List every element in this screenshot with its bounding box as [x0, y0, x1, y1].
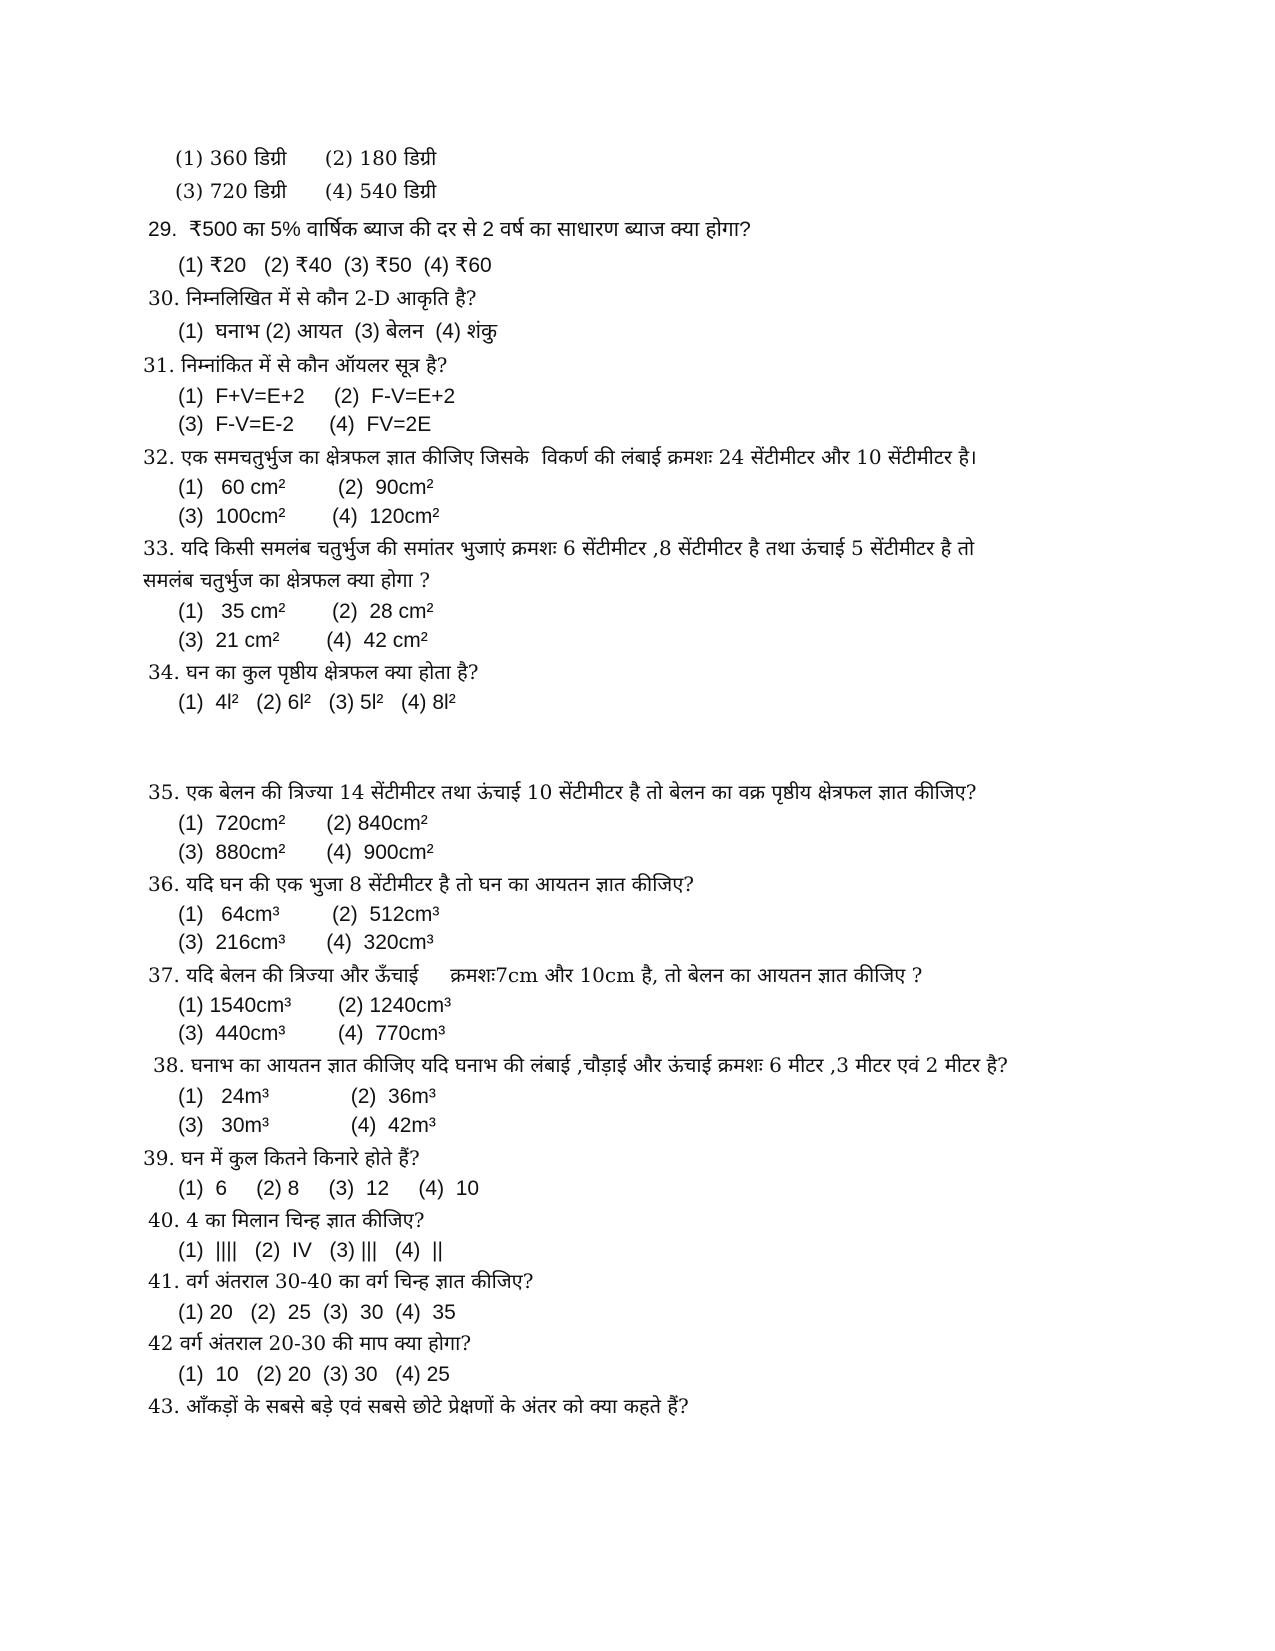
question-32-options-row-2: (3) 100cm² (4) 120cm² — [178, 505, 440, 528]
question-37-options-row-1: (1) 1540cm³ (2) 1240cm³ — [178, 994, 452, 1017]
question-39: 39. घन में कुल कितने किनारे होते हैं? — [143, 1146, 420, 1170]
question-39-options: (1) 6 (2) 8 (3) 12 (4) 10 — [178, 1177, 480, 1200]
question-33-line-1: 33. यदि किसी समलंब चतुर्भुज की समांतर भुजाएं क्रमशः 6 सेंटीमीटर ,8 सेंटीमीटर है तथा ऊंचाई 5 सेंटीमीटर है तो — [143, 536, 975, 560]
question-29: 29. ₹500 का 5% वार्षिक ब्याज की दर से 2 वर्ष का साधारण ब्याज क्या होगा? — [148, 218, 751, 241]
question-30: 30. निम्नलिखित में से कौन 2-D आकृति है? — [148, 286, 477, 310]
question-41-options: (1) 20 (2) 25 (3) 30 (4) 35 — [178, 1301, 456, 1324]
question-42: 42 वर्ग अंतराल 20-30 की माप क्या होगा? — [148, 1331, 472, 1355]
question-43: 43. आँकड़ों के सबसे बड़े एवं सबसे छोटे प्रेक्षणों के अंतर को क्या कहते हैं? — [148, 1394, 689, 1418]
question-41: 41. वर्ग अंतराल 30-40 का वर्ग चिन्ह ज्ञात कीजिए? — [148, 1269, 534, 1293]
question-35: 35. एक बेलन की त्रिज्या 14 सेंटीमीटर तथा ऊंचाई 10 सेंटीमीटर है तो बेलन का वक्र पृष्ठीय क्षेत्रफल ज्ञात कीजिए? — [148, 780, 977, 804]
question-33-options-row-2: (3) 21 cm² (4) 42 cm² — [178, 629, 428, 652]
question-31: 31. निम्नांकित में से कौन ऑयलर सूत्र है? — [143, 353, 448, 377]
question-37-options-row-2: (3) 440cm³ (4) 770cm³ — [178, 1022, 446, 1045]
question-31-options-row-2: (3) F-V=E-2 (4) FV=2E — [178, 413, 432, 436]
question-31-options-row-1: (1) F+V=E+2 (2) F-V=E+2 — [178, 385, 456, 408]
question-36: 36. यदि घन की एक भुजा 8 सेंटीमीटर है तो घन का आयतन ज्ञात कीजिए? — [148, 872, 695, 896]
question-38-options-row-1: (1) 24m³ (2) 36m³ — [178, 1085, 436, 1108]
question-29-options: (1) ₹20 (2) ₹40 (3) ₹50 (4) ₹60 — [178, 254, 492, 277]
question-38-options-row-2: (3) 30m³ (4) 42m³ — [178, 1114, 436, 1137]
question-34: 34. घन का कुल पृष्ठीय क्षेत्रफल क्या होता है? — [148, 660, 479, 684]
question-36-options-row-2: (3) 216cm³ (4) 320cm³ — [178, 931, 434, 954]
question-33-options-row-1: (1) 35 cm² (2) 28 cm² — [178, 600, 434, 623]
question-33-line-2: समलंब चतुर्भुज का क्षेत्रफल क्या होगा ? — [143, 568, 430, 592]
question-30-options: (1) घनाभ (2) आयत (3) बेलन (4) शंकु — [178, 320, 498, 343]
question-36-options-row-1: (1) 64cm³ (2) 512cm³ — [178, 903, 440, 926]
question-40-options: (1) |||| (2) IV (3) ||| (4) || — [178, 1239, 443, 1262]
question-28-options-row-1: (1) 360 डिग्री (2) 180 डिग्री — [175, 146, 437, 170]
question-42-options: (1) 10 (2) 20 (3) 30 (4) 25 — [178, 1363, 450, 1386]
question-34-options: (1) 4l² (2) 6l² (3) 5l² (4) 8l² — [178, 691, 456, 714]
question-40: 40. 4 का मिलान चिन्ह ज्ञात कीजिए? — [148, 1208, 425, 1232]
question-32-options-row-1: (1) 60 cm² (2) 90cm² — [178, 476, 434, 499]
question-32: 32. एक समचतुर्भुज का क्षेत्रफल ज्ञात कीजिए जिसके विकर्ण की लंबाई क्रमशः 24 सेंटीमीटर और 10 सेंटीमीटर है। — [143, 445, 977, 469]
question-38: 38. घनाभ का आयतन ज्ञात कीजिए यदि घनाभ की लंबाई ,चौड़ाई और ऊंचाई क्रमशः 6 मीटर ,3 मीटर एवं 2 मीटर है? — [153, 1053, 1008, 1077]
question-28-options-row-2: (3) 720 डिग्री (4) 540 डिग्री — [175, 179, 437, 203]
question-35-options-row-1: (1) 720cm² (2) 840cm² — [178, 812, 428, 835]
question-35-options-row-2: (3) 880cm² (4) 900cm² — [178, 841, 434, 864]
question-37: 37. यदि बेलन की त्रिज्या और ऊँचाई क्रमशः7cm और 10cm है, तो बेलन का आयतन ज्ञात कीजिए ? — [148, 963, 923, 987]
